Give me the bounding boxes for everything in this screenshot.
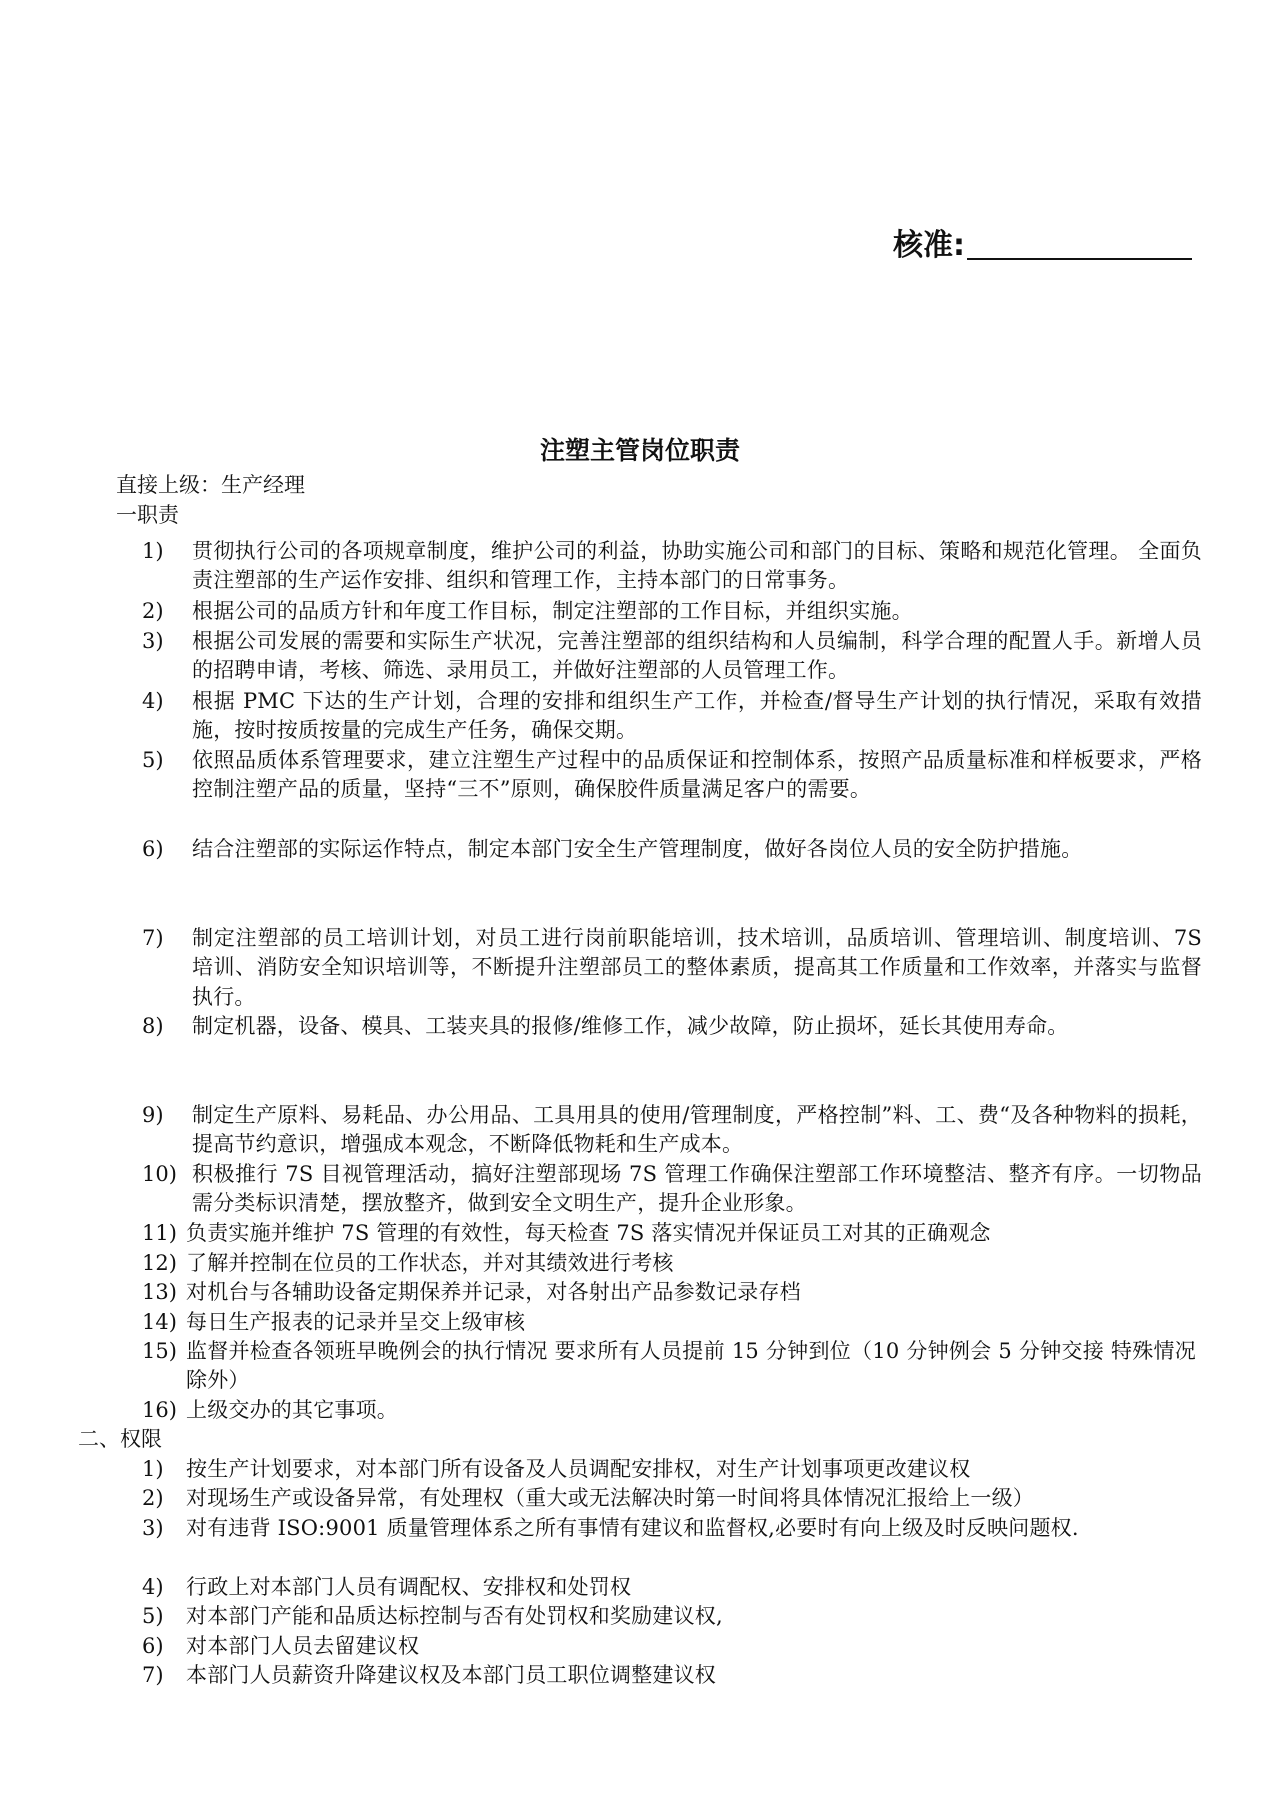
- item-number: 7): [142, 926, 164, 950]
- item-number: 10): [142, 1162, 177, 1186]
- item-number: 4): [142, 1575, 164, 1599]
- item-number: 15): [142, 1339, 177, 1363]
- item-number: 5): [142, 1604, 164, 1628]
- item-number: 3): [142, 629, 164, 653]
- item-number: 4): [142, 689, 164, 713]
- item-number: 16): [142, 1398, 177, 1422]
- item-text: 按生产计划要求，对本部门所有设备及人员调配安排权，对生产计划事项更改建议权: [186, 1457, 971, 1481]
- item-text: 结合注塑部的实际运作特点，制定本部门安全生产管理制度，做好各岗位人员的安全防护措施。: [192, 837, 1083, 861]
- item-number: 5): [142, 748, 164, 772]
- direct-supervisor: 直接上级：生产经理: [116, 473, 305, 497]
- item-text: 根据公司发展的需要和实际生产状况，完善注塑部的组织结构和人员编制，科学合理的配置人手。新增人员的招聘申请，考核、筛选、录用员工，并做好注塑部的人员管理工作。: [192, 629, 1202, 683]
- item-text: 本部门人员薪资升降建议权及本部门员工职位调整建议权: [186, 1663, 716, 1687]
- item-text: 监督并检查各领班早晚例会的执行情况 要求所有人员提前 15 分钟到位（10 分钟例会 5 分钟交接 特殊情况除外）: [186, 1339, 1196, 1393]
- item-number: 3): [142, 1516, 164, 1540]
- item-text: 对有违背 ISO:9001 质量管理体系之所有事情有建议和监督权,必要时有向上级及时反映问题权.: [186, 1516, 1079, 1540]
- item-text: 行政上对本部门人员有调配权、安排权和处罚权: [186, 1575, 632, 1599]
- item-number: 2): [142, 599, 164, 623]
- item-text: 积极推行 7S 目视管理活动，搞好注塑部现场 7S 管理工作确保注塑部工作环境整洁、整齐有序。一切物品需分类标识清楚，摆放整齐，做到安全文明生产，提升企业形象。: [192, 1162, 1202, 1216]
- item-number: 7): [142, 1663, 164, 1687]
- item-text: 根据公司的品质方针和年度工作目标，制定注塑部的工作目标，并组织实施。: [192, 599, 913, 623]
- item-text: 负责实施并维护 7S 管理的有效性，每天检查 7S 落实情况并保证员工对其的正确观念: [186, 1221, 991, 1245]
- approval-label: 核准:: [893, 228, 965, 263]
- item-text: 每日生产报表的记录并呈交上级审核: [186, 1310, 526, 1334]
- item-text: 制定生产原料、易耗品、办公用品、工具用具的使用/管理制度，严格控制”料、工、费“及各种物料的损耗，提高节约意识，增强成本观念，不断降低物耗和生产成本。: [192, 1103, 1202, 1157]
- item-text: 上级交办的其它事项。: [186, 1398, 398, 1422]
- section-heading-duties: 一职责: [116, 503, 179, 527]
- item-number: 6): [142, 837, 164, 861]
- item-text: 对本部门产能和品质达标控制与否有处罚权和奖励建议权,: [186, 1604, 723, 1628]
- item-number: 9): [142, 1103, 164, 1127]
- item-text: 对本部门人员去留建议权: [186, 1634, 420, 1658]
- item-text: 制定注塑部的员工培训计划，对员工进行岗前职能培训，技术培训，品质培训、管理培训、制度培训、7S 培训、消防安全知识培训等，不断提升注塑部员工的整体素质，提高其工作质量和工作效率，并落实与监督执行。: [192, 926, 1202, 1009]
- item-number: 1): [142, 1457, 164, 1481]
- item-text: 贯彻执行公司的各项规章制度，维护公司的利益，协助实施公司和部门的目标、策略和规范化管理。 全面负责注塑部的生产运作安排、组织和管理工作，主持本部门的日常事务。: [192, 539, 1202, 593]
- item-number: 14): [142, 1310, 177, 1334]
- item-number: 2): [142, 1486, 164, 1510]
- item-number: 12): [142, 1251, 177, 1275]
- section-heading-authority: 二、权限: [78, 1427, 162, 1451]
- item-text: 对现场生产或设备异常，有处理权（重大或无法解决时第一时间将具体情况汇报给上一级）: [186, 1486, 1034, 1510]
- item-text: 根据 PMC 下达的生产计划，合理的安排和组织生产工作，并检查/督导生产计划的执行情况，采取有效措施，按时按质按量的完成生产任务，确保交期。: [192, 689, 1202, 743]
- item-number: 8): [142, 1014, 164, 1038]
- item-text: 依照品质体系管理要求，建立注塑生产过程中的品质保证和控制体系，按照产品质量标准和样板要求，严格控制注塑产品的质量，坚持“三不”原则，确保胶件质量满足客户的需要。: [192, 748, 1202, 802]
- item-number: 1): [142, 539, 164, 563]
- page-title: 注塑主管岗位职责: [539, 436, 740, 465]
- item-number: 13): [142, 1280, 177, 1304]
- item-text: 对机台与各辅助设备定期保养并记录，对各射出产品参数记录存档: [186, 1280, 801, 1304]
- item-number: 6): [142, 1634, 164, 1658]
- signature-line: [967, 258, 1192, 260]
- item-number: 11): [142, 1221, 177, 1245]
- item-text: 了解并控制在位员的工作状态，并对其绩效进行考核: [186, 1251, 674, 1275]
- approval-signature-field: [893, 226, 1192, 266]
- item-text: 制定机器，设备、模具、工装夹具的报修/维修工作，减少故障，防止损坏，延长其使用寿命。: [192, 1014, 1069, 1038]
